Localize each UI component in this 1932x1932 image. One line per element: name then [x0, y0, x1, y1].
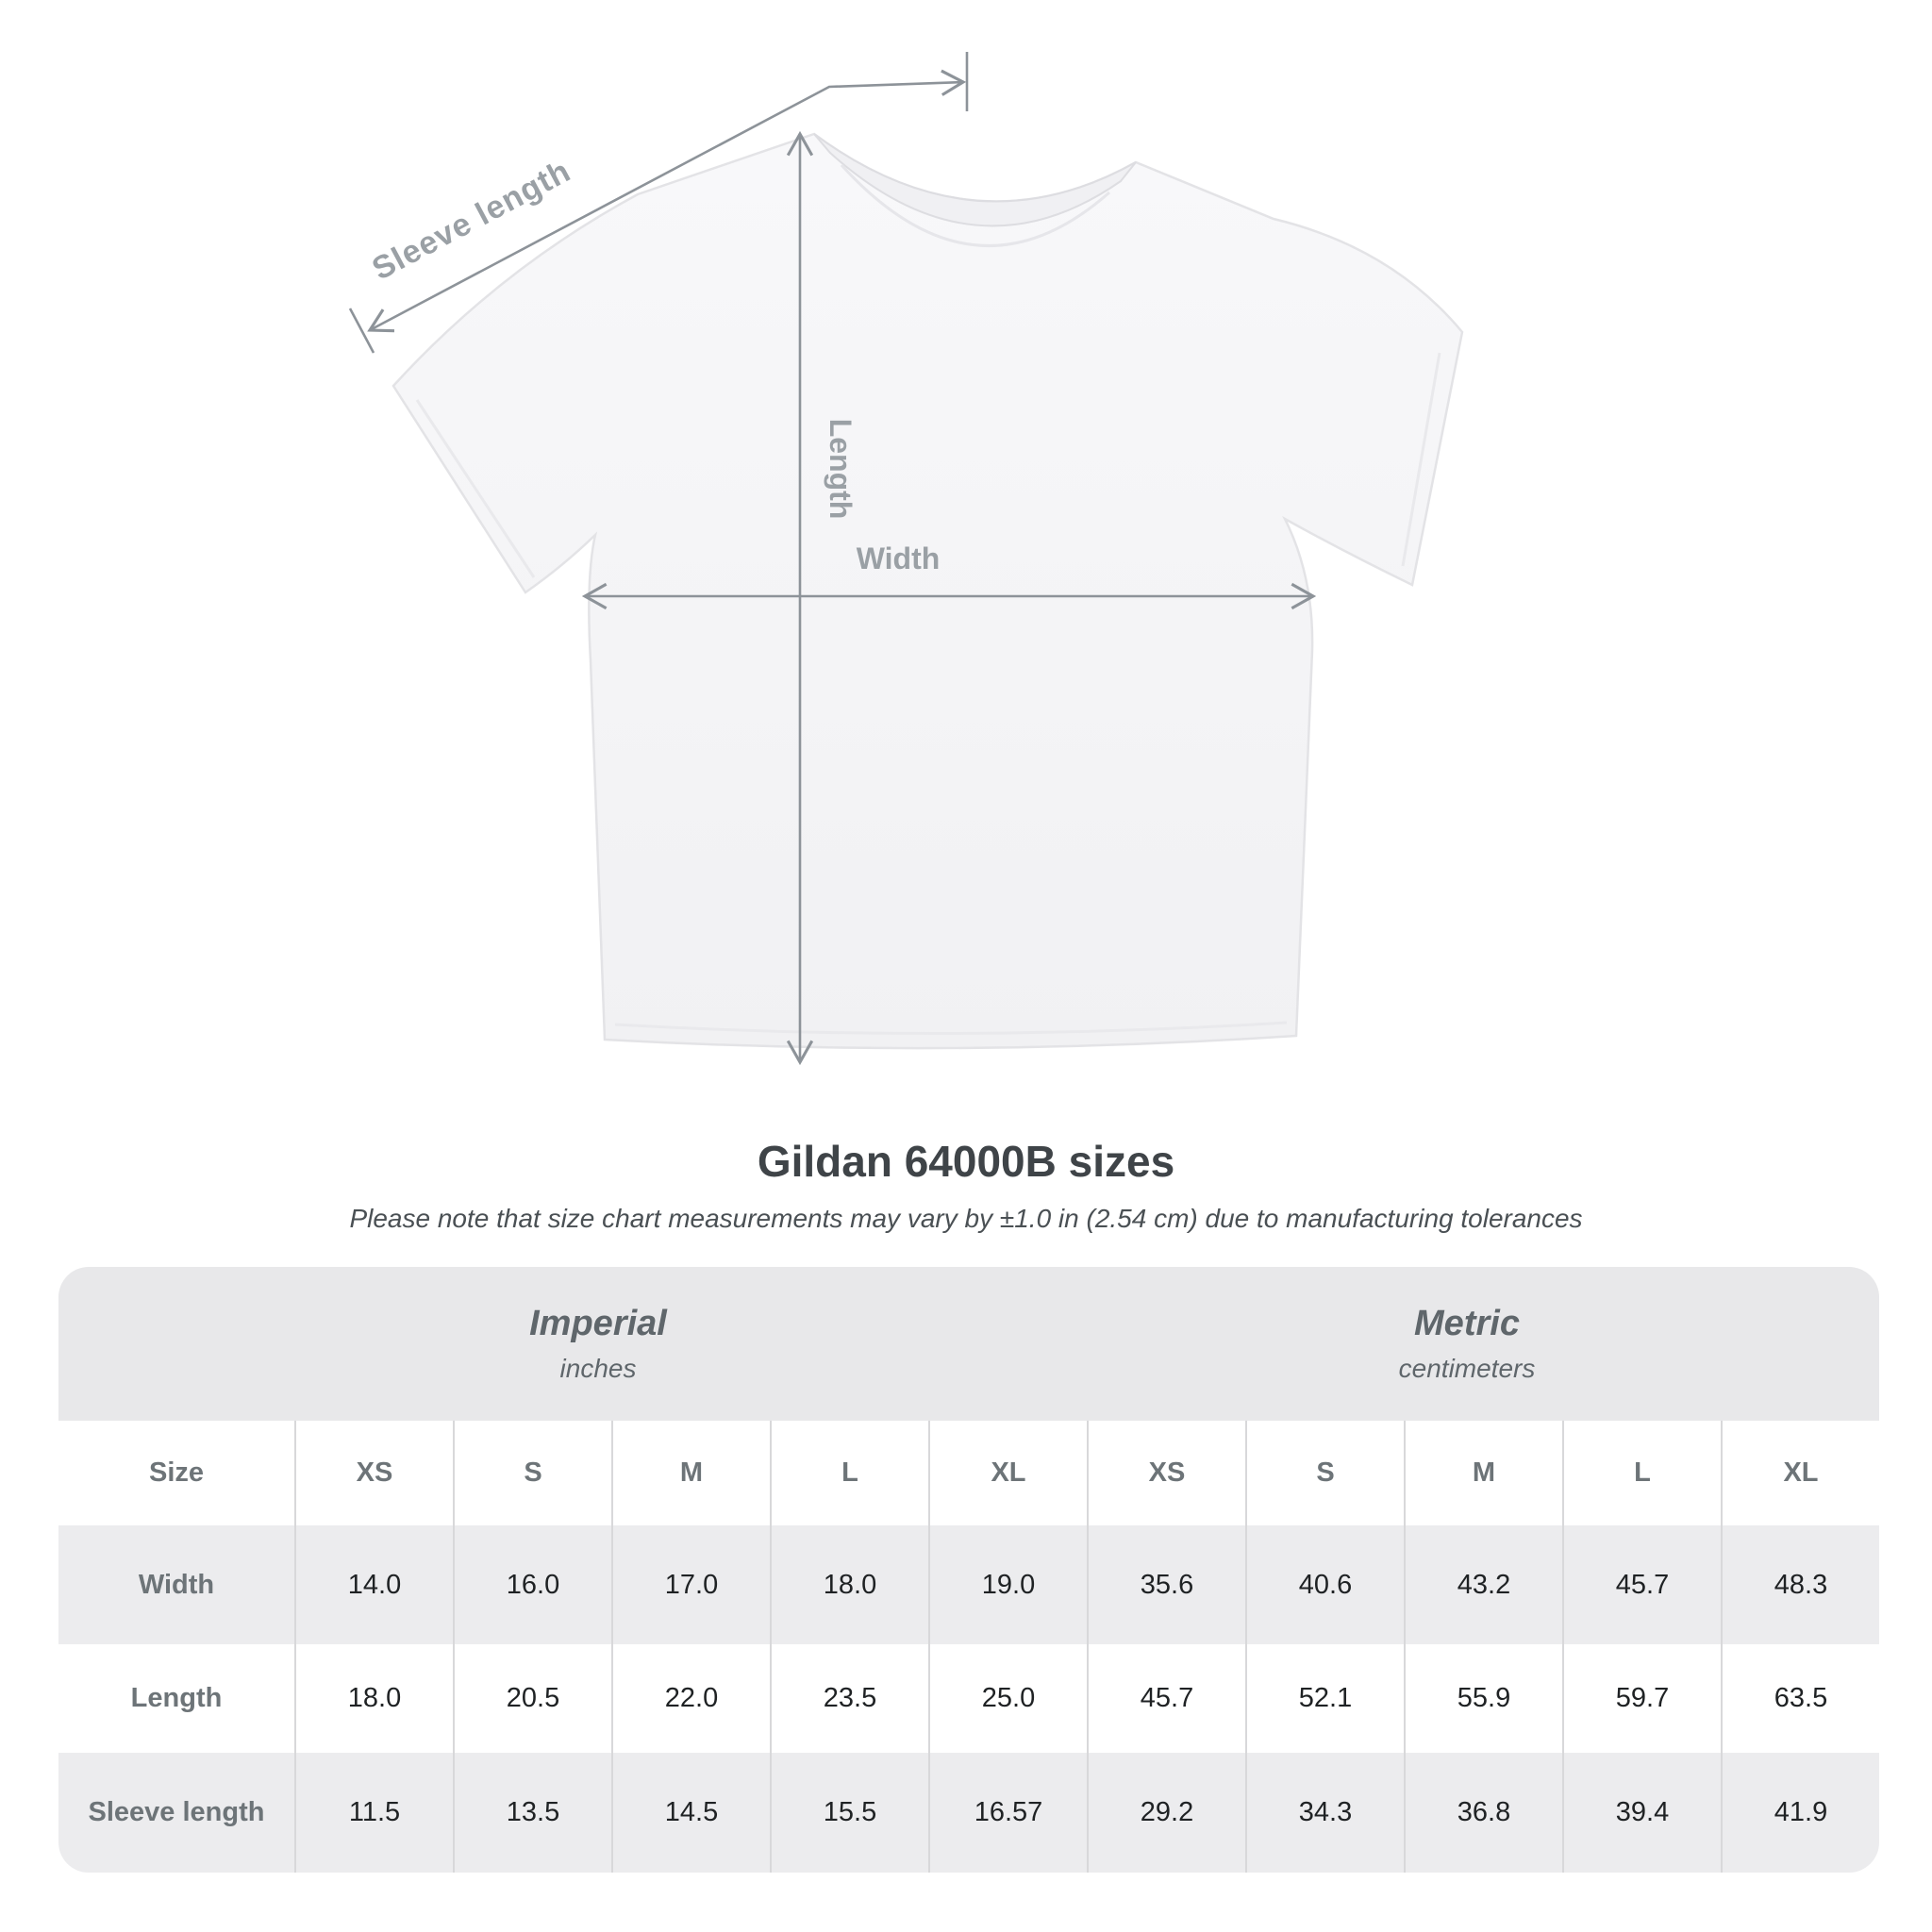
tolerance-note: Please note that size chart measurements may vary by ±1.0 in (2.54 cm) due to manufacturing tolerances: [349, 1204, 1583, 1233]
metric-group-label: Metric: [1414, 1304, 1520, 1343]
sleeve-imperial-xl: 16.57: [928, 1753, 1087, 1873]
length-metric-xs: 45.7: [1087, 1644, 1245, 1753]
tshirt-illustration: [393, 134, 1462, 1048]
length-imperial-s: 20.5: [453, 1644, 611, 1753]
width-metric-xs: 35.6: [1087, 1525, 1245, 1644]
imperial-group-label: Imperial: [529, 1304, 667, 1343]
row-label-width: Width: [58, 1525, 294, 1644]
width-metric-s: 40.6: [1245, 1525, 1404, 1644]
width-metric-m: 43.2: [1404, 1525, 1562, 1644]
row-label-length: Length: [58, 1644, 294, 1753]
row-label-sleeve-length: Sleeve length: [58, 1753, 294, 1873]
width-imperial-xs: 14.0: [294, 1525, 453, 1644]
sleeve-metric-xl: 41.9: [1721, 1753, 1879, 1873]
length-metric-s: 52.1: [1245, 1644, 1404, 1753]
width-imperial-l: 18.0: [770, 1525, 928, 1644]
length-label: Length: [824, 418, 858, 520]
imperial-size-header-xs: XS: [294, 1421, 453, 1525]
length-imperial-m: 22.0: [611, 1644, 770, 1753]
page-title: Gildan 64000B sizes: [757, 1137, 1175, 1186]
size-table: [58, 1267, 1879, 1873]
sleeve-imperial-xs: 11.5: [294, 1753, 453, 1873]
sleeve-imperial-s: 13.5: [453, 1753, 611, 1873]
metric-size-header-s: S: [1245, 1421, 1404, 1525]
imperial-size-header-s: S: [453, 1421, 611, 1525]
imperial-size-header-l: L: [770, 1421, 928, 1525]
sleeve-length-start-tick: [350, 308, 374, 353]
width-imperial-m: 17.0: [611, 1525, 770, 1644]
imperial-unit-group: [58, 1267, 1087, 1421]
sleeve-metric-m: 36.8: [1404, 1753, 1562, 1873]
sleeve-length-label: Sleeve length: [366, 153, 577, 288]
width-metric-xl: 48.3: [1721, 1525, 1879, 1644]
metric-group-unit: centimeters: [1398, 1354, 1536, 1383]
imperial-group-unit: inches: [559, 1354, 637, 1383]
length-imperial-l: 23.5: [770, 1644, 928, 1753]
metric-size-header-l: L: [1562, 1421, 1721, 1525]
metric-size-header-m: M: [1404, 1421, 1562, 1525]
sleeve-imperial-m: 14.5: [611, 1753, 770, 1873]
sleeve-metric-xs: 29.2: [1087, 1753, 1245, 1873]
sleeve-metric-l: 39.4: [1562, 1753, 1721, 1873]
width-imperial-s: 16.0: [453, 1525, 611, 1644]
metric-size-header-xs: XS: [1087, 1421, 1245, 1525]
width-metric-l: 45.7: [1562, 1525, 1721, 1644]
sleeve-metric-s: 34.3: [1245, 1753, 1404, 1873]
imperial-size-header-m: M: [611, 1421, 770, 1525]
length-imperial-xs: 18.0: [294, 1644, 453, 1753]
metric-size-header-xl: XL: [1721, 1421, 1879, 1525]
width-label: Width: [856, 541, 941, 575]
tshirt-body: [393, 134, 1462, 1048]
length-metric-l: 59.7: [1562, 1644, 1721, 1753]
metric-unit-group: [1087, 1267, 1879, 1421]
width-imperial-xl: 19.0: [928, 1525, 1087, 1644]
length-imperial-xl: 25.0: [928, 1644, 1087, 1753]
length-metric-m: 55.9: [1404, 1644, 1562, 1753]
length-metric-xl: 63.5: [1721, 1644, 1879, 1753]
imperial-size-header-xl: XL: [928, 1421, 1087, 1525]
size-column-header: Size: [58, 1421, 294, 1525]
sleeve-imperial-l: 15.5: [770, 1753, 928, 1873]
